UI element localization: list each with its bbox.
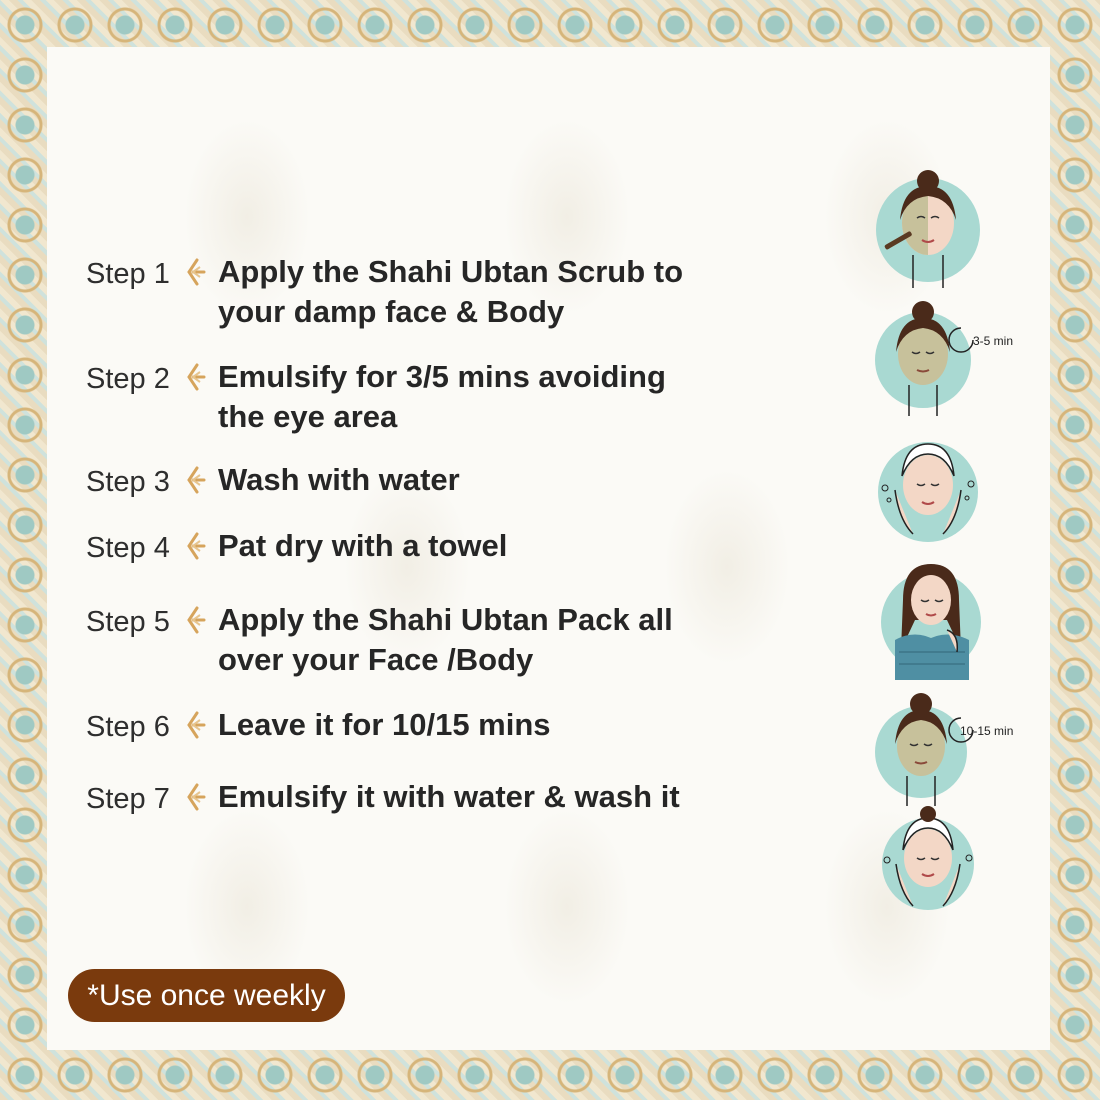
arrow-separator-icon xyxy=(184,357,218,397)
timer-label: 10-15 min xyxy=(960,724,1014,738)
scrub-timer-face-icon xyxy=(873,298,983,418)
usage-note-badge xyxy=(68,969,345,1022)
step-3 xyxy=(86,460,726,502)
step-text: Leave it for 10/15 mins xyxy=(218,707,551,742)
step-text: Wash with water xyxy=(218,462,460,497)
arrow-separator-icon xyxy=(184,460,218,500)
step-2 xyxy=(86,357,726,437)
step-text: Emulsify for 3/5 mins avoiding the eye area xyxy=(218,359,666,434)
step-label: Step 3 xyxy=(86,466,170,498)
usage-note-text: *Use once weekly xyxy=(87,978,326,1012)
arrow-separator-icon xyxy=(184,705,218,745)
scrub-brush-face-icon xyxy=(873,168,983,288)
step-label: Step 6 xyxy=(86,711,170,743)
step-4 xyxy=(86,526,726,568)
step-label: Step 7 xyxy=(86,783,170,815)
step-1 xyxy=(86,252,726,332)
step-label: Step 1 xyxy=(86,258,170,290)
timer-label: 3-5 min xyxy=(973,334,1014,348)
step-label: Step 4 xyxy=(86,532,170,564)
step-label: Step 2 xyxy=(86,363,170,395)
step-5 xyxy=(86,600,726,680)
rinse-face-icon xyxy=(873,806,983,926)
arrow-separator-icon xyxy=(184,777,218,817)
arrow-separator-icon xyxy=(184,600,218,640)
arrow-separator-icon xyxy=(184,526,218,566)
step-7 xyxy=(86,777,726,819)
wash-face-icon xyxy=(873,430,983,550)
step-text: Apply the Shahi Ubtan Scrub to your damp face & Body xyxy=(218,254,684,329)
step-label: Step 5 xyxy=(86,606,170,638)
arrow-separator-icon xyxy=(184,252,218,292)
step-text: Apply the Shahi Ubtan Pack all over your Face /Body xyxy=(218,602,673,677)
pack-timer-face-icon xyxy=(873,690,983,810)
step-6 xyxy=(86,705,726,747)
step-text: Emulsify it with water & wash it xyxy=(218,779,680,814)
step-text: Pat dry with a towel xyxy=(218,528,508,563)
towel-dry-icon xyxy=(873,560,983,680)
